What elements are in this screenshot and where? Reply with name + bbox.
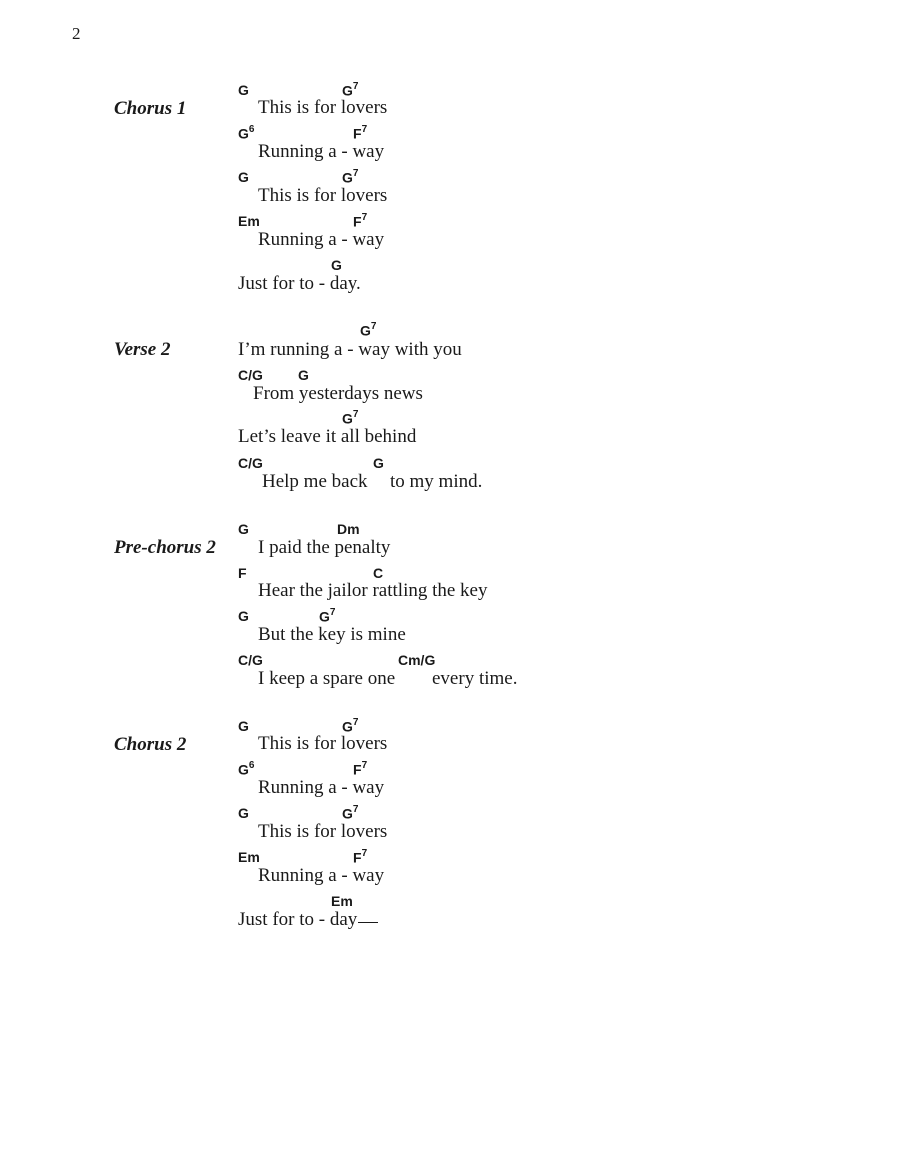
- lyric-line: Running a - way: [258, 229, 385, 250]
- lyric-line: I keep a spare one: [258, 668, 396, 689]
- lyric-line: Help me back: [262, 471, 368, 492]
- chord: G: [373, 455, 384, 471]
- lyric-line: This is for lovers: [258, 821, 388, 842]
- lyric-line: Running a - way: [258, 777, 385, 798]
- chord: Cm/G: [398, 652, 436, 668]
- chord: G: [238, 82, 249, 98]
- chord: $G^7$: [342, 168, 359, 186]
- chord: $F^7$: [353, 124, 368, 142]
- chord: C/G: [238, 652, 263, 668]
- lyric-line: From yesterdays news: [253, 383, 423, 404]
- chord: $G^6$: [238, 124, 255, 142]
- lyric-line: Just for to - day.: [238, 273, 361, 294]
- lyric-line: Running a - way: [258, 141, 385, 162]
- chord: $G^7$: [342, 804, 359, 822]
- chord: Dm: [337, 521, 360, 537]
- lyric-line: But the key is mine: [258, 624, 406, 645]
- chord: C: [373, 565, 384, 581]
- lyric-line: This is for lovers: [258, 733, 388, 754]
- chord: $G^6$: [238, 760, 255, 778]
- lyric-line: Running a - way: [258, 865, 385, 886]
- chord: G: [238, 608, 249, 624]
- chord: Em: [238, 213, 260, 229]
- chord: $G^7$: [342, 81, 359, 99]
- chord: G: [238, 521, 249, 537]
- lyric-line: every time.: [432, 668, 518, 689]
- chord: Em: [331, 893, 353, 909]
- section-label: Pre-chorus 2: [114, 537, 216, 558]
- section-label: Chorus 2: [114, 734, 187, 755]
- section-label: Chorus 1: [114, 98, 187, 119]
- lyric-line: Hear the jailor rattling the key: [258, 580, 488, 601]
- chord: $G^7$: [342, 717, 359, 735]
- chord: G: [238, 718, 249, 734]
- chord: C/G: [238, 367, 263, 383]
- chord: $G^7$: [319, 607, 336, 625]
- chord: $F^7$: [353, 760, 368, 778]
- chord: $F^7$: [353, 212, 368, 230]
- chord: $F^7$: [353, 848, 368, 866]
- chord: G: [238, 805, 249, 821]
- chord: G: [298, 367, 309, 383]
- section-label: Verse 2: [114, 339, 171, 360]
- lyric-line: Let’s leave it all behind: [238, 426, 417, 447]
- page-number: 2: [72, 24, 81, 43]
- lyric-line: to my mind.: [390, 471, 483, 492]
- chord: $G^7$: [360, 321, 377, 339]
- chord: Em: [238, 849, 260, 865]
- lyric-line: This is for lovers: [258, 185, 388, 206]
- lyric-line: Just for to - day: [238, 909, 378, 931]
- lyric-line: I’m running a - way with you: [238, 339, 462, 360]
- chord: G: [331, 257, 342, 273]
- chord: G: [238, 169, 249, 185]
- chord: $G^7$: [342, 409, 359, 427]
- chord: F: [238, 565, 247, 581]
- lyric-line: This is for lovers: [258, 97, 388, 118]
- chord: C/G: [238, 455, 263, 471]
- lyric-line: I paid the penalty: [258, 537, 391, 558]
